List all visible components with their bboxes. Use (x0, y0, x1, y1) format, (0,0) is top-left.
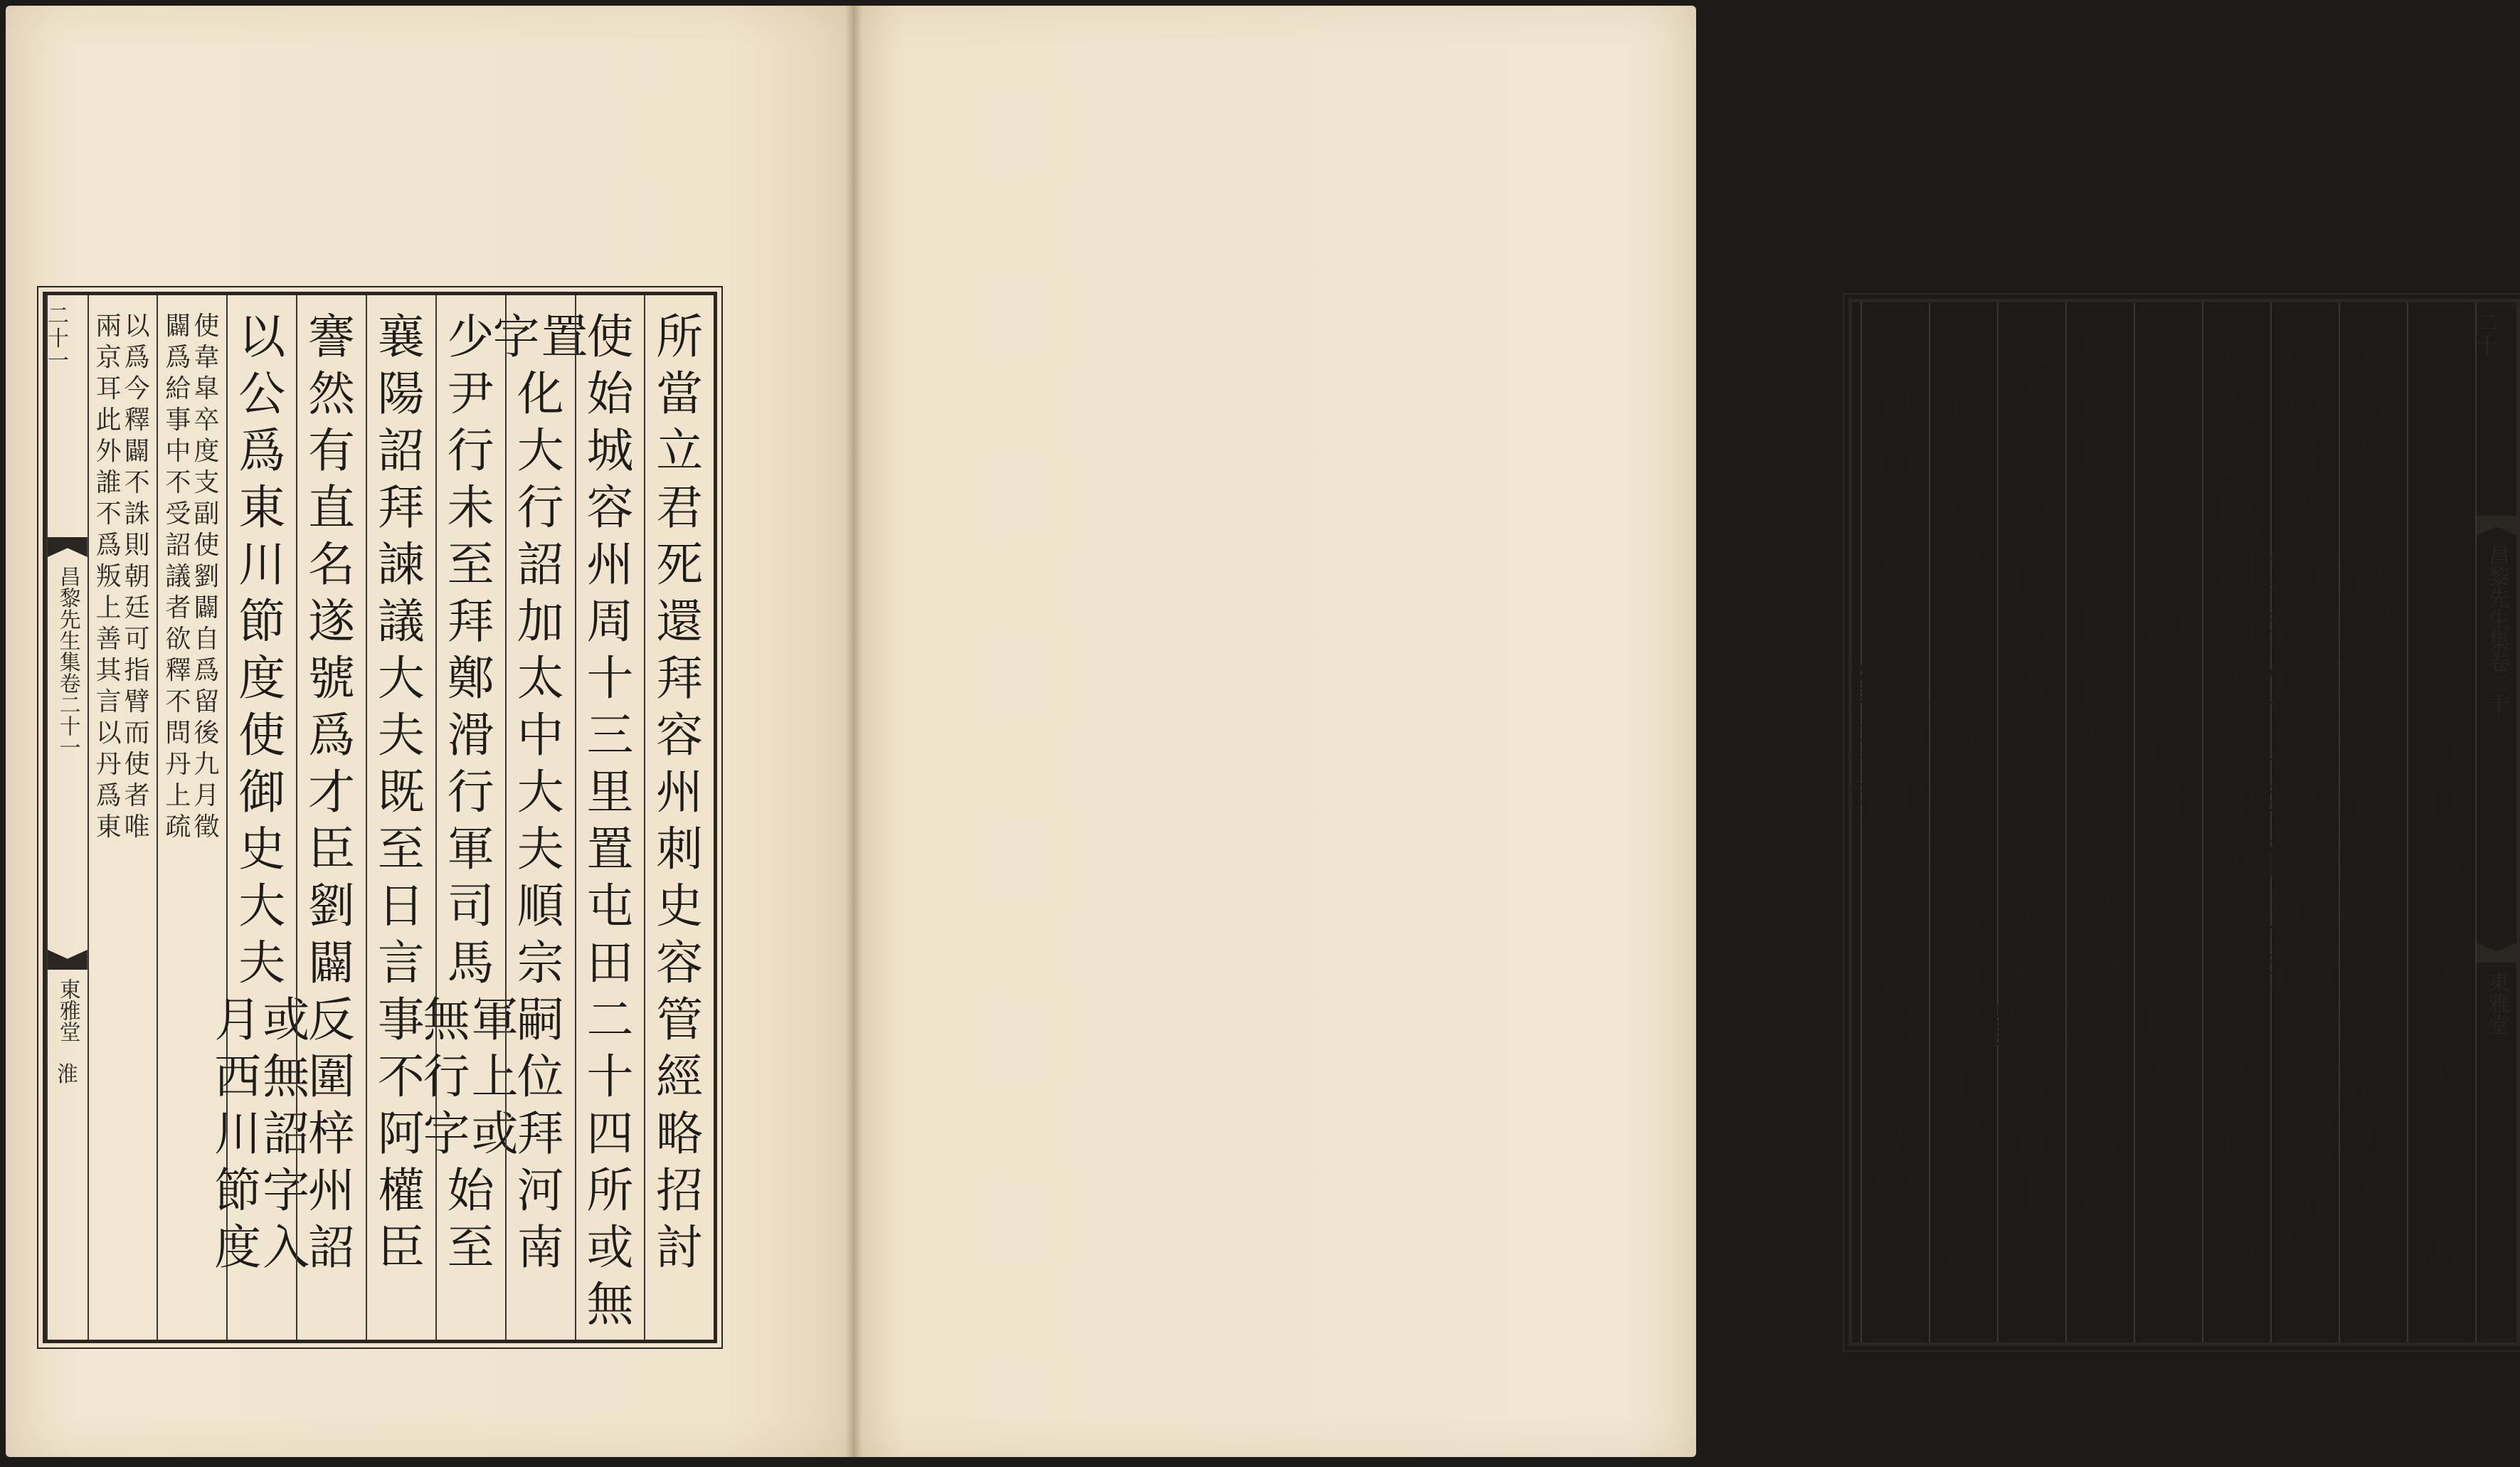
main-text: 襲 許 州 拜 河 陽 行 軍 司 馬 未 行 少 誠 死 改 駕 (2350, 317, 2397, 1282)
main-text: 以 公 爲 東 川 節 度 使 御 史 大 夫 (238, 309, 286, 990)
note-line: 或 無 以 爲 (1896, 658, 1943, 884)
text-column (2407, 302, 2475, 1342)
folio-number: 二十一 (47, 304, 69, 374)
left-page (6, 6, 854, 1457)
main-text: 宜 上 請 (2008, 1113, 2055, 1282)
main-text: 少 尹 行 未 至 拜 鄭 滑 行 軍 司 馬 (447, 309, 494, 990)
text-column (575, 295, 645, 1340)
book-title: 昌黎先生集 (2484, 544, 2509, 651)
text-column (1929, 302, 1997, 1342)
hall-name: 東雅堂 (2484, 971, 2509, 1035)
banxin-center-strip (46, 295, 88, 1340)
carver-mark: 淮 (56, 1062, 78, 1087)
text-column (2065, 302, 2134, 1342)
main-text: 襄 陽 詔 拜 諫 議 大 夫 既 至 日 言 事 不 阿 權 臣 (377, 309, 425, 1275)
main-text: 使 始 城 容 州 周 十 三 里 置 屯 田 二 十 四 所 (586, 309, 634, 1218)
note-line: 賢 三 字 (1848, 658, 1895, 827)
fish-tail-mark (2477, 943, 2516, 963)
main-text: 史 徵 拜 太 子 舍 人 益 有 名 遷 起 居 郎 吳 少 誠 (2418, 317, 2465, 1282)
text-column (423, 295, 519, 1340)
note-line: 軍 上 或 (471, 992, 519, 1161)
text-column (296, 295, 366, 1340)
note-line: 貲 (1984, 1000, 2031, 1054)
main-text: 吾 天 子 吏 使 海 外 國 不 足 於 資 (2008, 317, 2055, 997)
banxin-center-strip (2475, 302, 2516, 1342)
main-text: 君 死 公 以 司 封 郎 中 兼 御 史 中 丞 紫 衣 金 魚 (2213, 317, 2260, 1282)
note-line: 字 (492, 309, 540, 364)
right-page (854, 6, 2509, 1457)
interlinear-note (492, 309, 588, 371)
left-text-frame (43, 292, 717, 1343)
main-text: 命 有 司 與 其 費 (1872, 317, 1919, 656)
fish-tail-mark (48, 537, 88, 557)
note-line: 兩 京 耳 此 外 誰 不 爲 叛 上 善 其 言 以 丹 爲 東 (95, 312, 122, 842)
note-line: 置 (541, 309, 588, 364)
text-column (1984, 302, 2080, 1342)
main-text: 部 員 外 郎 (2282, 317, 2329, 542)
fish-tail-mark (48, 950, 88, 970)
right-text-frame (1848, 299, 2520, 1346)
main-text: 員 使 以 名 上 以 便 其 私 號 私 覿 官 公 將 行 曰 (2077, 317, 2124, 1282)
main-text: 始 至 (447, 1163, 494, 1275)
main-text: 新 羅 國 (2282, 1170, 2329, 1339)
note-line: 二 字 少 上 或 有 適 字 (2257, 544, 2304, 997)
interlinear-note (423, 992, 519, 1167)
left-columns (46, 295, 714, 1340)
text-column (366, 295, 435, 1340)
main-text: 往 弔 立 其 嗣 故 事 使 外 國 者 常 賜 州 縣 官 十 (2145, 317, 2192, 1282)
text-column (1848, 302, 1943, 1342)
text-column (88, 295, 157, 1340)
text-column (2134, 302, 2202, 1342)
main-text: 安 有 賣 官 以 受 錢 邪 即 具 疏 所 以 上 以 爲 賢 (1940, 317, 1987, 1282)
note-line: 月 西 川 節 度 (214, 992, 262, 1275)
text-column (644, 295, 714, 1340)
right-columns (1848, 302, 2516, 1342)
note-line: 或 無 詔 字 入 (263, 992, 310, 1275)
note-line: 或 無 (586, 1220, 634, 1332)
folio-number: 二十 (2477, 311, 2498, 359)
main-text: 化 大 行 詔 加 太 中 大 夫 順 宗 嗣 位 拜 河 南 (517, 366, 564, 1275)
note-line: 以 爲 今 釋 闢 不 誅 則 朝 廷 可 指 臂 而 使 者 唯 (124, 312, 150, 842)
interlinear-note (214, 992, 310, 1281)
note-line: 闢 爲 給 事 中 不 受 詔 議 者 欲 釋 不 問 丹 上 疏 (165, 312, 191, 842)
note-line: 行 河 陽 下 或 有 軍 字 或 無 未 (2306, 544, 2353, 1168)
note-line: 使 韋 皐 卒 度 支 副 使 劉 闢 自 爲 留 後 九 月 徵 (194, 312, 220, 842)
juan-number: 卷二十一 (55, 672, 80, 758)
hall-name: 東雅堂 (55, 978, 80, 1042)
main-text: 謇 然 有 直 名 遂 號 爲 才 臣 劉 闢 反 圍 梓 州 詔 (308, 309, 356, 1275)
main-text: 至 鄆 州 會 新 羅 告 (1872, 886, 1919, 1282)
fish-tail-mark (2477, 516, 2516, 536)
text-column (214, 295, 310, 1340)
text-column (2339, 302, 2407, 1342)
book-title: 昌黎先生集 (55, 566, 80, 672)
main-text: 所 當 立 君 死 還 拜 容 州 刺 史 容 管 經 略 招 討 (656, 309, 704, 1275)
book-gutter (845, 6, 862, 1457)
text-column (2257, 302, 2353, 1342)
juan-number: 卷二十 (2484, 651, 2509, 715)
note-line: 或 作 (2033, 1000, 2080, 1111)
interlinear-note (586, 1220, 634, 1338)
note-line: 無 行 字 (423, 992, 470, 1161)
